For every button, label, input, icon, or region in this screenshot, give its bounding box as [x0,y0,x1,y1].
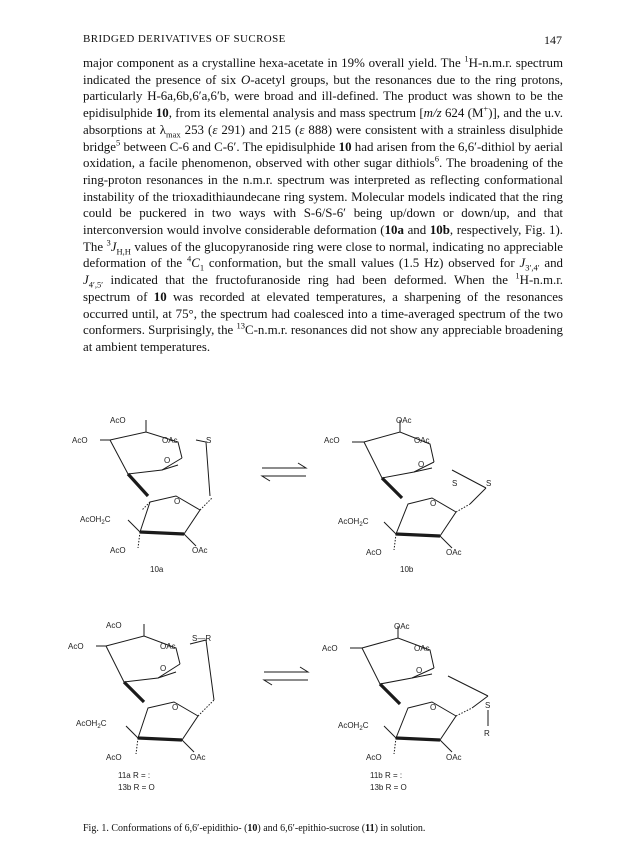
group-label: AcO [324,436,340,445]
text-run: C-n.m.r. resonances did not show any appreciable broadening at ambient temperatures. [83,323,563,354]
atom-label: O [430,703,437,712]
atom-label: O [164,456,171,465]
compound-ref: 10a [384,223,404,238]
group-label: AcO [110,416,126,425]
group-label: AcO [72,436,88,445]
text-run: indicated that the fructofuranoside ring had been deformed. When the [103,273,516,288]
group-label: AcO [68,642,84,651]
group-label: OAc [414,644,430,653]
text-run: major component as a crystalline hexa-acetate in 19% overall yield. The [83,56,465,70]
text-run: , respectively, Fig. 1). The [83,223,563,254]
italic-run: C [191,256,200,271]
text-run: 291) and 215 ( [217,122,300,137]
text-run: , from its elemental analysis and mass spectrum [ [168,106,424,121]
compound-ref: 10 [338,139,352,154]
superscript: 5 [115,137,121,148]
text-run: 253 ( [180,122,213,137]
group-label: OAc [192,546,208,555]
subscript: 1 [199,263,205,274]
compound-ref: 10 [247,823,258,834]
structure-10a [100,420,212,548]
text-run: )], and the u.v. absorptions at λ [83,106,563,137]
italic-run: m/z [423,106,442,121]
atom-label: O [160,664,167,673]
atom-label: O [418,460,425,469]
atom-label: R [484,729,490,738]
caption-text: ) in solution. [374,823,426,834]
atom-label: S [452,479,458,488]
equilibrium-arrows-bottom [264,667,308,685]
group-label: S—R [192,634,212,643]
group-label: OAc [446,548,462,557]
compound-label-13b: 13b R = O [370,783,407,792]
text-run: -acetyl groups, but the resonances due to the ring protons, particularly H-6a,6b,6′a,6′b, were broad and ill-defined. The product was shown to be the epidisulphide [83,72,563,121]
italic-run: J [83,273,89,288]
italic-run: J [519,256,526,271]
subscript: 4′,5′ [88,279,104,290]
group-label: OAc [162,436,178,445]
group-label: AcO [322,644,338,653]
text-run: 888) were consistent with a strainless disulphide bridge [83,122,564,154]
running-head: BRIDGED DERIVATIVES OF SUCROSE [83,33,286,45]
text-run: and [539,256,563,271]
group-label: AcO [110,546,126,555]
caption-text: Fig. 1. Conformations of 6,6′-epidithio- ( [83,823,248,834]
equilibrium-arrows-top [262,463,306,481]
compound-ref: 10 [153,289,167,304]
superscript: 1 [464,53,469,64]
italic-run: ε [299,122,305,137]
text-run: 624 (M [441,106,484,121]
italic-run: ε [212,122,218,137]
compound-label-11b: 11b R = : [370,771,403,780]
atom-label: O [172,703,179,712]
superscript: 1 [515,270,520,281]
group-label: OAc [396,416,412,425]
compound-ref: 10 [155,106,169,121]
compound-label-11a: 11a R = : [118,771,151,780]
superscript: 13 [236,320,246,331]
group-label: AcO [366,753,382,762]
subscript: max [166,129,181,140]
structure-11a [96,624,214,754]
atom-label: O [430,499,437,508]
page-number: 147 [544,33,562,47]
compound-ref: 10b [429,223,450,238]
compound-ref: 11 [365,823,375,834]
group-label: AcOH$_2$C [76,719,107,730]
group-label: AcO [106,621,122,630]
atom-label: S [485,701,491,710]
subscript: 3′,4′ [525,263,540,274]
atom-label: O [174,497,181,506]
group-label: OAc [394,622,410,631]
group-label: AcO [366,548,382,557]
group-label: OAc [190,753,206,762]
italic-run: J [110,239,117,254]
superscript: 4 [186,254,192,265]
superscript: + [483,103,489,114]
group-label: AcOH$_2$C [80,515,111,526]
italic-run: O [241,72,251,87]
text-run: conformation, but the small values (1.5 Hz) observed for [204,256,520,271]
text-run: and [403,223,430,238]
text-run: was recorded at elevated temperatures, a sharpening of the resonances occurred until, at 75°, the spectrum had coalesced into a time-averaged spectrum of the two conformers. Surprisingly, the [83,289,563,338]
text-run: values of the glucopyranoside ring were close to normal, indicating no appreciable deformation of the [83,239,564,271]
atom-label: S [206,436,212,445]
atom-label: S [486,479,492,488]
text-run: . The broadening of the ring-proton resonances in the n.m.r. spectrum was interpreted as reflecting conformational instability of the trioxadithiaundecane ring system. Molecular models indicated that the ring could be puckered in two ways with S-6/S-6′ being up/down or down/up, and that interconversion would involve considerable deformation ( [83,156,563,238]
text-run: H-n.m.r. spectrum indicated the presence of six [83,56,563,87]
text-run: H-n.m.r. spectrum of [83,273,563,304]
group-label: OAc [160,642,176,651]
group-label: OAc [446,753,462,762]
caption-text: ) and 6,6′-epithio-sucrose ( [257,823,366,834]
figure-caption [83,823,563,834]
compound-label-10a: 10a [150,565,164,574]
group-label: AcOH$_2$C [338,721,369,732]
group-label: AcOH$_2$C [338,517,369,528]
compound-label-10b: 10b [400,565,414,574]
atom-label: O [416,666,423,675]
subscript: H,H [116,246,131,257]
text-run: between C-6 and C-6′. The epidisulphide [120,139,339,154]
superscript: 3 [106,237,111,248]
text-run: had arisen from the 6,6′-dithiol by aerial oxidation, a facile phenomenon, observed with other sugar dithiols [83,139,563,171]
group-label: AcO [106,753,122,762]
superscript: 6 [434,153,439,164]
group-label: OAc [414,436,430,445]
compound-label-13b: 13b R = O [118,783,155,792]
